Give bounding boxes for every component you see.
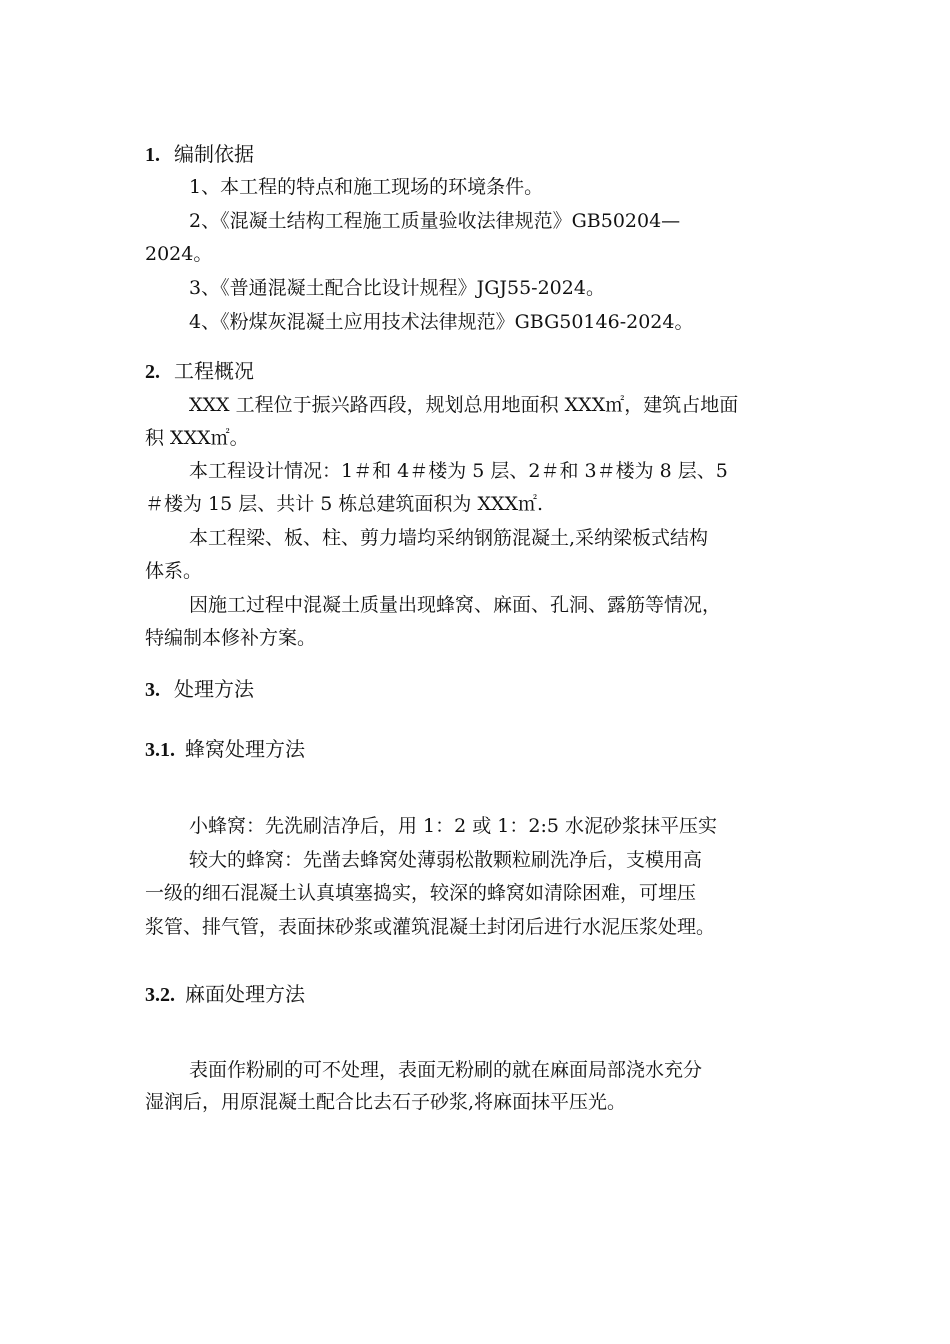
paragraph-line: 3、《普通混凝土配合比设计规程》JGJ55-2024。 bbox=[189, 277, 605, 299]
paragraph-line: 2024。 bbox=[145, 243, 213, 265]
paragraph-line: 一级的细石混凝土认真填塞捣实，较深的蜂窝如清除困难，可埋压 bbox=[145, 882, 697, 904]
section-number: 3. bbox=[145, 679, 160, 701]
section-number: 1. bbox=[145, 144, 160, 166]
paragraph-line: 表面作粉刷的可不处理，表面无粉刷的就在麻面局部浇水充分 bbox=[189, 1059, 703, 1081]
paragraph-line: 积 XXX㎡。 bbox=[145, 427, 249, 449]
section-heading-2 bbox=[145, 357, 254, 386]
paragraph-line: 特编制本修补方案。 bbox=[145, 627, 317, 649]
paragraph-line: 体系。 bbox=[145, 560, 203, 582]
paragraph-line: 较大的蜂窝：先凿去蜂窝处薄弱松散颗粒刷洗净后，支模用高 bbox=[189, 849, 703, 871]
paragraph-line: 因施工过程中混凝土质量出现蜂窝、麻面、孔洞、露筋等情况， bbox=[189, 594, 722, 616]
section-number: 3.2. bbox=[145, 984, 175, 1006]
paragraph-line: 2、《混凝土结构工程施工质量验收法律规范》GB50204— bbox=[189, 210, 681, 232]
section-title: 麻面处理方法 bbox=[185, 982, 305, 1006]
paragraph-line: XXX 工程位于振兴路西段，规划总用地面积 XXX㎡，建筑占地面 bbox=[189, 394, 739, 416]
section-title: 工程概况 bbox=[174, 359, 254, 383]
section-number: 3.1. bbox=[145, 739, 175, 761]
section-heading-3-2 bbox=[145, 980, 305, 1009]
section-heading-3-1 bbox=[145, 735, 305, 764]
paragraph-line: ＃楼为 15 层、共计 5 栋总建筑面积为 XXX㎡. bbox=[145, 493, 544, 515]
paragraph-line: 湿润后，用原混凝土配合比去石子砂浆,将麻面抹平压光。 bbox=[145, 1091, 627, 1113]
paragraph-line: 本工程梁、板、柱、剪力墙均采纳钢筋混凝土,采纳梁板式结构 bbox=[189, 527, 709, 549]
paragraph-line: 本工程设计情况：1＃和 4＃楼为 5 层、2＃和 3＃楼为 8 层、5 bbox=[189, 460, 728, 482]
paragraph-line: 小蜂窝：先洗刷洁净后，用 1：2 或 1：2:5 水泥砂浆抹平压实 bbox=[189, 815, 718, 837]
section-number: 2. bbox=[145, 361, 160, 383]
paragraph-line: 浆管、排气管，表面抹砂浆或灌筑混凝土封闭后进行水泥压浆处理。 bbox=[145, 916, 716, 938]
section-title: 处理方法 bbox=[174, 677, 254, 701]
paragraph-line: 1、本工程的特点和施工现场的环境条件。 bbox=[189, 176, 544, 198]
section-heading-3 bbox=[145, 675, 254, 704]
section-title: 蜂窝处理方法 bbox=[185, 737, 305, 761]
paragraph-line: 4、《粉煤灰混凝土应用技术法律规范》GBG50146-2024。 bbox=[189, 311, 694, 333]
section-heading-1 bbox=[145, 140, 254, 169]
section-title: 编制依据 bbox=[174, 142, 254, 166]
